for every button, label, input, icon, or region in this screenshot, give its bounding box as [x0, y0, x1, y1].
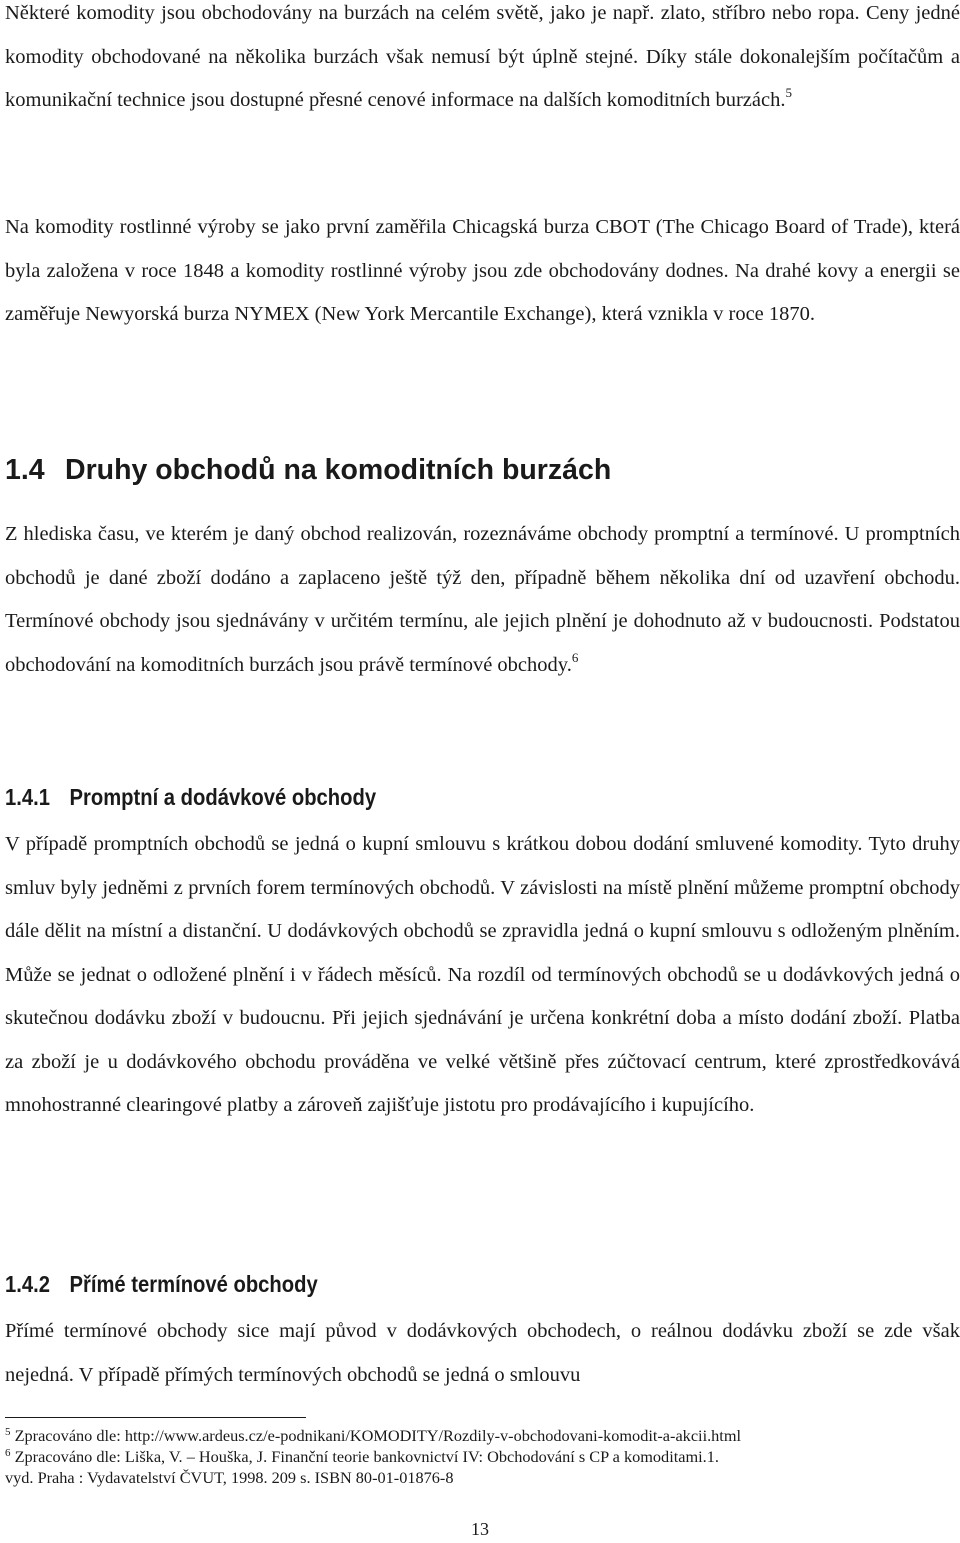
section-heading [5, 448, 611, 492]
subsection-title: Přímé termínové obchody [69, 1271, 318, 1297]
footnote-6 [5, 1446, 960, 1467]
footnote-5 [5, 1425, 960, 1446]
footnote-text: Zpracováno dle: http://www.ardeus.cz/e-podnikani/KOMODITY/Rozdily-v-obchodovani-komodit-a-akcii.html [14, 1426, 742, 1445]
paragraph-direct-futures: Přímé termínové obchody sice mají původ v dodávkových obchodech, o reálnou dodávku zboží se zde však nejedná. V případě přímých termínových obchodů se jedná o smlouvu [5, 1320, 960, 1386]
subsection-heading-prompt [5, 778, 376, 816]
subsection-heading-direct-futures [5, 1265, 318, 1303]
paragraph-text: Z hlediska času, ve kterém je daný obchod realizován, rozeznáváme obchody promptní a termínové. U promptních obchodů je dané zboží dodáno a zaplaceno ještě týž den, případně během několika dní od uzavření obchodu. Termínové obchody jsou sjednávány v určitém termínu, ale jejich plnění je dohodnuto až v budoucnosti. Podstatou obchodování na komoditních burzách jsou právě termínové obchody. [5, 523, 960, 676]
subsection-number: 1.4.2 [5, 1271, 50, 1297]
subsection-number: 1.4.1 [5, 784, 50, 810]
section-title: Druhy obchodů na komoditních burzách [65, 454, 612, 486]
paragraph-commodities-worldwide [5, 0, 960, 123]
footnote-reference: 6 [571, 649, 579, 665]
footnote-text: Zpracováno dle: Liška, V. – Houška, J. Finanční teorie bankovnictví IV: Obchodování s CP a komoditami.1. [14, 1447, 719, 1466]
page-number: 13 [471, 1519, 489, 1539]
footnotes [5, 1425, 960, 1488]
subsection-title: Promptní a dodávkové obchody [69, 784, 377, 810]
footnote-6-continued: vyd. Praha : Vydavatelství ČVUT, 1998. 209 s. ISBN 80-01-01876-8 [5, 1468, 454, 1487]
footnote-separator [5, 1417, 306, 1418]
paragraph-prompt-delivery: V případě promptních obchodů se jedná o kupní smlouvu s krátkou dobou dodání smluvené komodity. Tyto druhy smluv byly jedněmi z prvních forem termínových obchodů. V závislosti na místě plnění můžeme promptní obchody dále dělit na místní a distanční. U dodávkových obchodů se zpravidla jedná o kupní smlouvu s odloženým plněním. Může se jednat o odložené plnění i v řádech měsíců. Na rozdíl od termínových obchodů se u dodávkových jedná o skutečnou dodávku zboží v budoucnu. Při jejich sjednávání je určena konkrétní doba a místo dodání zboží. Platba za zboží je u dodávkového obchodu prováděna ve velké většině přes zúčtovací centrum, které zprostředkovává mnohostranné clearingové platby a zároveň zajišťuje jistotu pro prodávajícího i kupujícího. [5, 833, 960, 1116]
document-page [5, 0, 960, 1543]
footnote-mark: 6 [5, 1447, 11, 1459]
footnote-mark: 5 [5, 1426, 11, 1438]
paragraph-text: Některé komodity jsou obchodovány na burzách na celém světě, jako je např. zlato, stříbro nebo ropa. Ceny jedné komodity obchodované na několika burzách však nemusí být úplně stejné. Díky stále dokonalejším počítačům a komunikační technice jsou dostupné přesné cenové informace na dalších komoditních burzách. [5, 2, 960, 111]
paragraph-cbot-nymex: Na komodity rostlinné výroby se jako první zaměřila Chicagská burza CBOT (The Chicago Board of Trade), která byla založena v roce 1848 a komodity rostlinné výroby jsou zde obchodovány dodnes. Na drahé kovy a energii se zaměřuje Newyorská burza NYMEX (New York Mercantile Exchange), která vznikla v roce 1870. [5, 216, 960, 325]
section-number: 1.4 [5, 454, 45, 486]
footnote-reference: 5 [785, 85, 792, 100]
paragraph-trade-types [5, 513, 960, 687]
